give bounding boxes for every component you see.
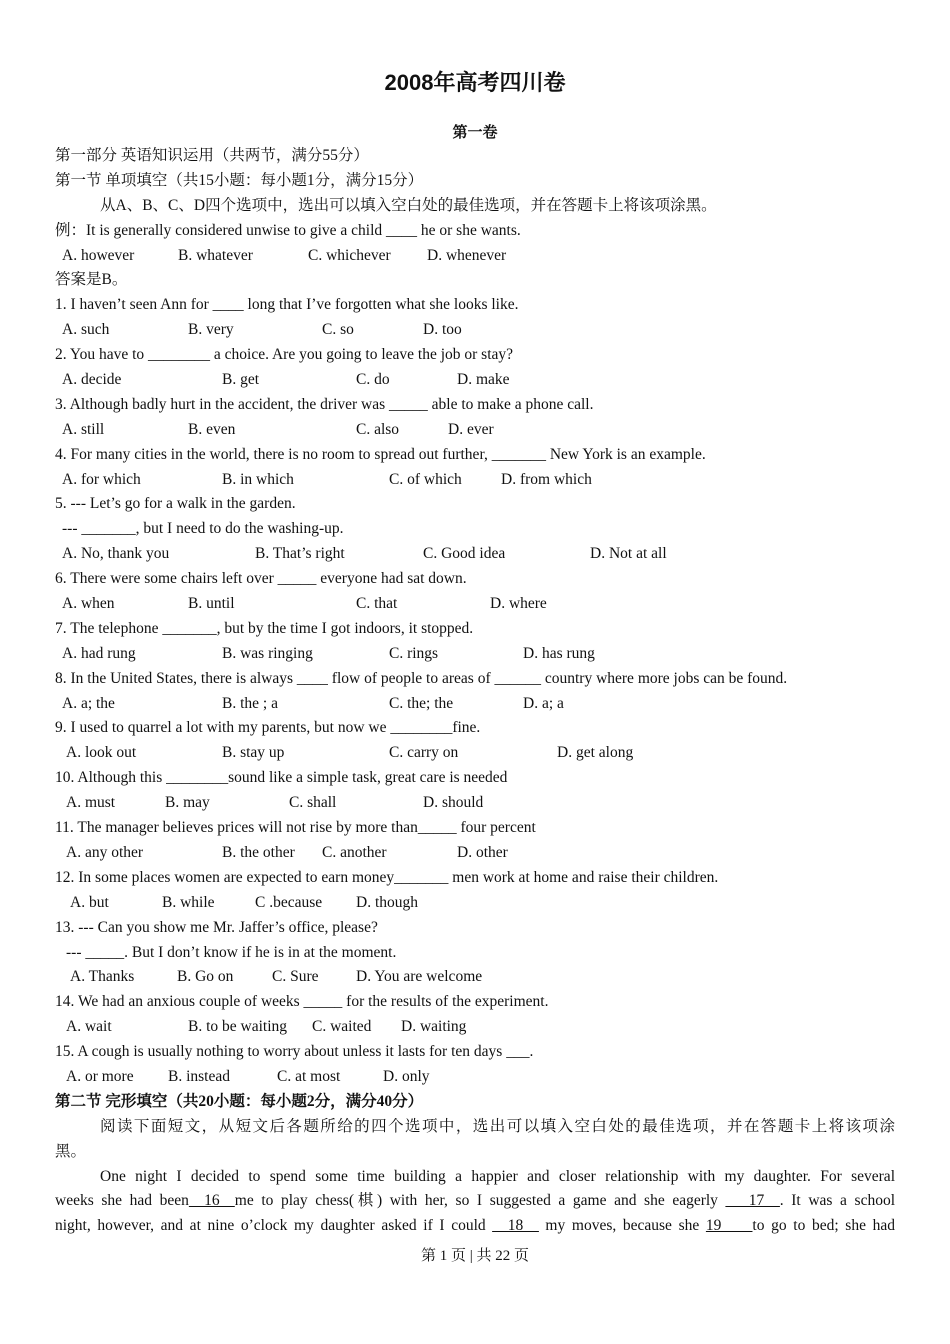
option: A. Thanks (70, 968, 135, 986)
question-stem: 1. I haven’t seen Ann for ____ long that I’ve forgotten what she looks like. (55, 296, 519, 314)
passage-text (55, 1214, 895, 1239)
option: D. whenever (427, 246, 507, 264)
question-options (0, 468, 950, 493)
option: C. carry on (389, 744, 459, 762)
option: C. that (356, 595, 398, 613)
instruction (0, 1115, 950, 1140)
option: A. for which (62, 470, 141, 488)
blank-number: __18__ (492, 1217, 539, 1235)
question-stem: 7. The telephone _______, but by the time I got indoors, it stopped. (55, 619, 474, 637)
option: A. had rung (62, 644, 136, 662)
option: B. to be waiting (188, 1018, 288, 1036)
part1-heading: 第一部分 英语知识运用（共两节，满分55分） (55, 147, 369, 164)
question-stem-line (0, 990, 950, 1015)
option: D. waiting (401, 1018, 467, 1036)
question-stem: 2. You have to ________ a choice. Are you going to leave the job or stay? (55, 346, 514, 364)
question-stem-line (0, 567, 950, 592)
question-stem-line (0, 343, 950, 368)
option: B. even (188, 420, 236, 438)
option: C .because (255, 893, 323, 911)
passage-segment: to go to bed; she had (752, 1217, 895, 1235)
option: D. should (423, 794, 484, 812)
question-stem-line (0, 393, 950, 418)
section-heading (0, 1090, 950, 1115)
question-stem: 6. There were some chairs left over _____ everyone had sat down. (55, 570, 467, 588)
option: D. has rung (523, 644, 595, 662)
example-answer: 答案是B。 (55, 271, 128, 289)
question-stem-line (0, 716, 950, 741)
option: B. in which (222, 470, 294, 488)
option: B. instead (168, 1067, 230, 1085)
question-options (0, 965, 950, 990)
passage-segment: . It was a school (779, 1192, 896, 1210)
question-options (0, 741, 950, 766)
question-stem: 12. In some places women are expected to earn money_______ men work at home and raise their children. (55, 868, 719, 886)
option: D. ever (448, 420, 494, 438)
question-stem-continued: --- _____. But I don’t know if he is in at the moment. (66, 943, 397, 961)
blank-number: 19____ (705, 1217, 753, 1235)
passage-line (0, 1189, 950, 1214)
question-options (0, 542, 950, 567)
option: B. That’s right (255, 545, 345, 563)
option: A. decide (62, 371, 122, 389)
option: B. Go on (177, 968, 234, 986)
option: C. whichever (308, 246, 391, 264)
option: B. whatever (178, 246, 253, 264)
document-title: 2008年高考四川卷 (384, 70, 566, 95)
question-options (0, 318, 950, 343)
option: B. while (162, 893, 215, 911)
question-stem: 15. A cough is usually nothing to worry about unless it lasts for ten days ___. (55, 1043, 534, 1061)
option: B. may (165, 794, 210, 812)
option: C. rings (389, 644, 439, 662)
option: C. shall (289, 794, 337, 812)
question-options (0, 368, 950, 393)
question-stem-line (0, 916, 950, 941)
question-options (0, 692, 950, 717)
question-options (0, 891, 950, 916)
question-options (0, 592, 950, 617)
question-stem: 3. Although badly hurt in the accident, the driver was _____ able to make a phone call. (55, 395, 594, 413)
section1-instruction: 从A、B、C、D四个选项中，选出可以填入空白处的最佳选项，并在答题卡上将该项涂黑。 (100, 196, 717, 214)
example-stem: 例：It is generally considered unwise to give a child ____ he or she wants. (55, 221, 521, 239)
passage-segment: me to play chess(棋) with her, so I suggested a game and she eagerly (234, 1192, 726, 1210)
document-body (0, 144, 950, 1239)
question-stem-line (0, 492, 950, 517)
option: A. still (62, 420, 105, 438)
option: B. was ringing (222, 644, 313, 662)
instruction (0, 194, 950, 219)
question-options (0, 1015, 950, 1040)
question-options (0, 1065, 950, 1090)
question-options (0, 418, 950, 443)
option: B. the other (222, 843, 295, 861)
option: A. but (70, 893, 109, 911)
passage-segment: weeks she had been (55, 1192, 189, 1210)
question-stem-line (0, 443, 950, 468)
blank-number: 16 (188, 1192, 235, 1210)
option: B. very (188, 321, 234, 339)
page-footer: 第 1 页 | 共 22 页 (420, 1248, 529, 1264)
example-options (0, 244, 950, 269)
option: C. another (322, 843, 387, 861)
question-stem: 10. Although this ________sound like a simple task, great care is needed (55, 769, 508, 787)
option: D. where (490, 595, 547, 613)
question-stem: 5. --- Let’s go for a walk in the garden. (55, 495, 296, 513)
passage-segment: One night I decided to spend some time building a happier and closer relationship with my daughter. For several (100, 1167, 895, 1185)
option: A. must (66, 794, 116, 812)
option: A. however (62, 246, 135, 264)
option: B. get (222, 371, 260, 389)
question-stem: 11. The manager believes prices will not rise by more than_____ four percent (55, 819, 536, 837)
example-stem-line (0, 219, 950, 244)
question-stem-line (0, 667, 950, 692)
section2-instruction: 阅读下面短文，从短文后各题所给的四个选项中，选出可以填入空白处的最佳选项，并在答题卡上将该项涂 (100, 1117, 895, 1135)
question-stem: 4. For many cities in the world, there is no room to spread out further, _______ New York is an example. (55, 445, 706, 463)
option: D. though (356, 893, 418, 911)
passage-text (100, 1165, 895, 1190)
option: A. a; the (62, 694, 115, 712)
question-options (0, 642, 950, 667)
option: D. only (383, 1067, 430, 1085)
option: A. any other (66, 843, 144, 861)
option: B. until (188, 595, 235, 613)
section-heading (0, 169, 950, 194)
option: A. wait (66, 1018, 112, 1036)
option: A. No, thank you (62, 545, 170, 563)
question-stem: 13. --- Can you show me Mr. Jaffer’s office, please? (55, 918, 378, 936)
question-stem-continued: --- _______, but I need to do the washing-up. (62, 520, 344, 538)
option: D. from which (501, 470, 592, 488)
option: C. waited (312, 1018, 372, 1036)
instruction (0, 1140, 950, 1165)
question-stem-line (0, 941, 950, 966)
option: C. of which (389, 470, 462, 488)
question-options (0, 791, 950, 816)
section2-heading: 第二节 完形填空（共20小题：每小题2分，满分40分） (55, 1092, 424, 1110)
option: D. Not at all (590, 545, 667, 563)
option: D. a; a (523, 694, 564, 712)
option: A. when (62, 595, 115, 613)
passage-line (0, 1214, 950, 1239)
option: C. at most (277, 1067, 341, 1085)
option: B. stay up (222, 744, 285, 762)
question-stem-line (0, 617, 950, 642)
question-options (0, 841, 950, 866)
question-stem-line (0, 816, 950, 841)
option: D. too (423, 321, 462, 339)
question-stem-line (0, 766, 950, 791)
option: C. so (322, 321, 354, 339)
option: D. get along (557, 744, 634, 762)
option: C. Sure (272, 968, 319, 986)
example-answer-line (0, 268, 950, 293)
volume-heading: 第一卷 (452, 123, 498, 141)
option: B. the ; a (222, 694, 278, 712)
part-heading (0, 144, 950, 169)
option: D. other (457, 843, 508, 861)
section2-instruction-continued: 黑。 (55, 1142, 87, 1160)
option: D. You are welcome (356, 968, 483, 986)
option: C. Good idea (423, 545, 506, 563)
question-stem: 14. We had an anxious couple of weeks _____ for the results of the experiment. (55, 993, 549, 1011)
option: A. such (62, 321, 110, 339)
option: C. do (356, 371, 390, 389)
passage-segment: night, however, and at nine o’clock my daughter asked if I could (55, 1217, 493, 1235)
option: C. the; the (389, 694, 454, 712)
option: A. or more (66, 1067, 134, 1085)
passage-text (55, 1189, 895, 1214)
question-stem-line (0, 1040, 950, 1065)
question-stem-line (0, 866, 950, 891)
blank-number: ___17__ (725, 1192, 780, 1210)
passage-segment: my moves, because she (538, 1217, 706, 1235)
option: A. look out (66, 744, 137, 762)
option: D. make (457, 371, 510, 389)
section1-heading: 第一节 单项填空（共15小题：每小题1分，满分15分） (55, 171, 424, 189)
option: C. also (356, 420, 400, 438)
question-stem-line (0, 517, 950, 542)
question-stem: 8. In the United States, there is always ____ flow of people to areas of ______ country where more jobs can be found. (55, 669, 788, 687)
question-stem: 9. I used to quarrel a lot with my parents, but now we ________fine. (55, 719, 481, 737)
question-stem-line (0, 293, 950, 318)
passage-line (0, 1165, 950, 1190)
